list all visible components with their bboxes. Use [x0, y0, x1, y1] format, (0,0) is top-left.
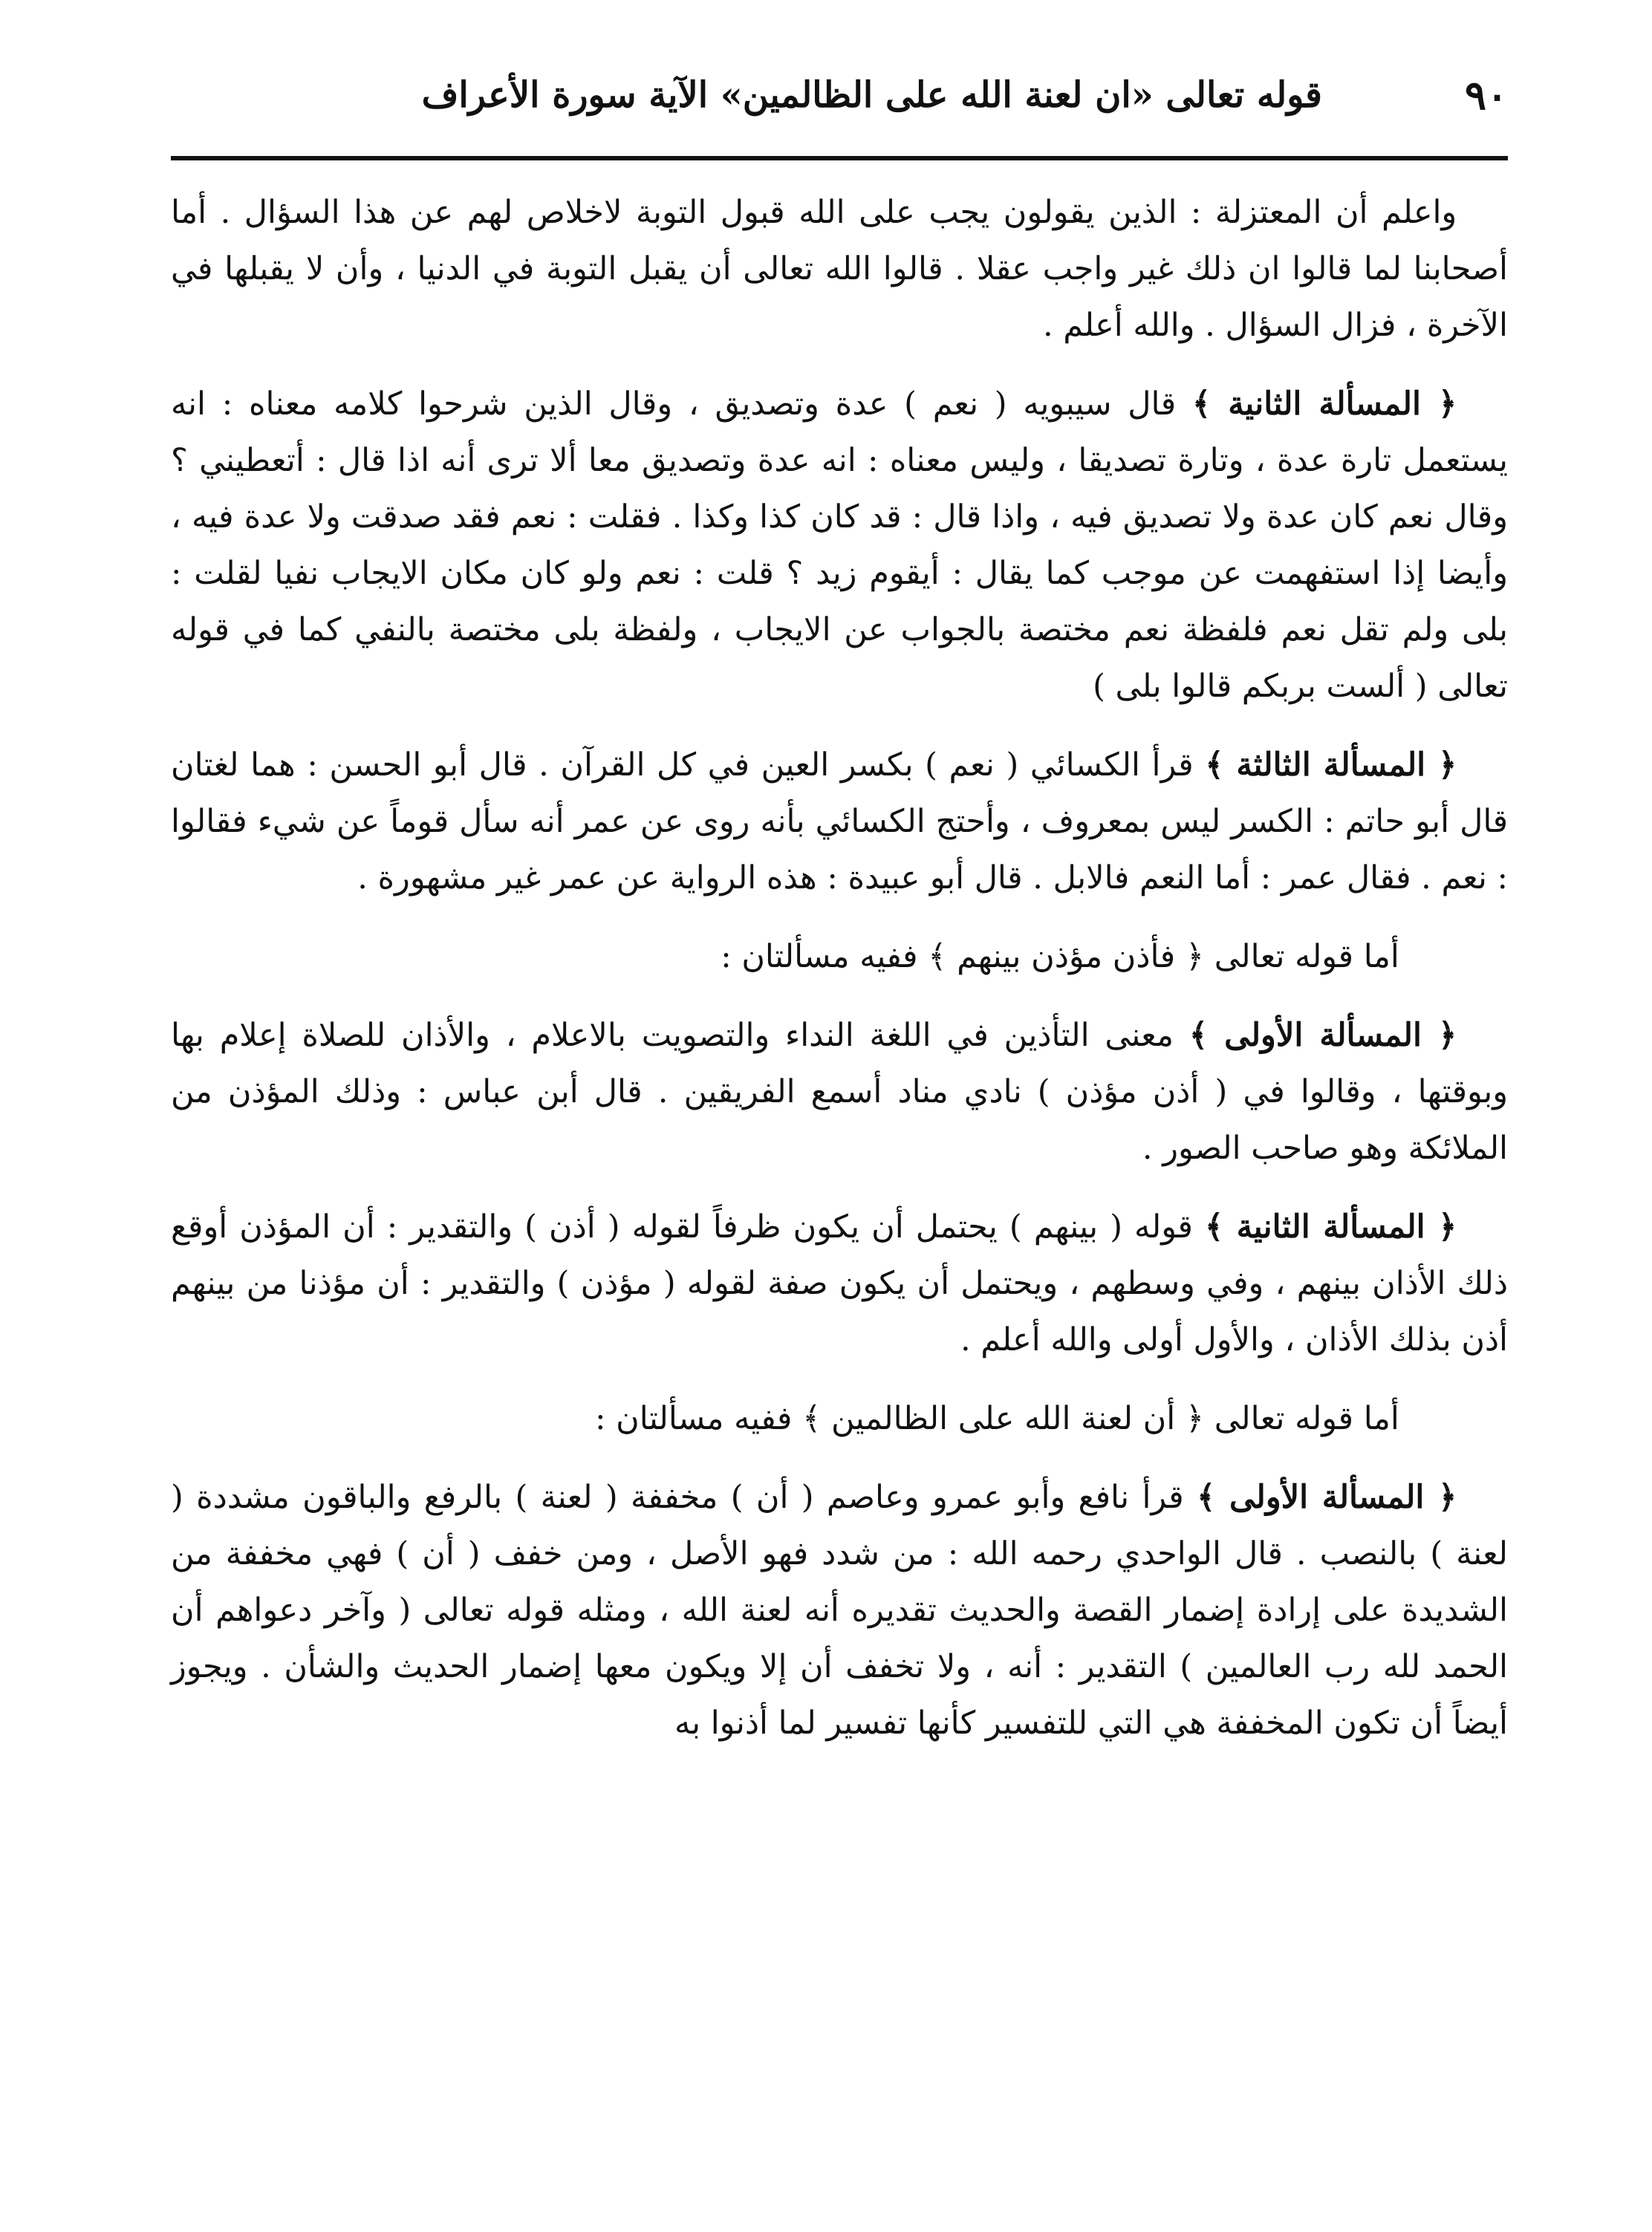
- paragraph-issue-3-naim: [171, 737, 1508, 906]
- paragraph-text: قرأ نافع وأبو عمرو وعاصم ( أن ) مخففة ( لعنة ) بالرفع والباقون مشددة ( لعنة ) بالنصب . قال الواحدي رحمه الله : من شدد فهو الأصل ، ومن خفف ( أن ) فهي مخففة من الشديدة على إرادة إضمار القصة والحديث تقديره أنه لعنة الله ، ومثله قوله تعالى ( وآخر دعواهم أن الحمد لله رب العالمين ) التقدير : أنه ، ولا تخفف أن إلا ويكون معها إضمار الحديث والشأن . ويجوز أيضاً أن تكون المخففة هي التي للتفسير كأنها تفسير لما أذنوا به: [171, 1479, 1508, 1742]
- paragraph-text: قرأ الكسائي ( نعم ) بكسر العين في كل القرآن . قال أبو الحسن : هما لغتان قال أبو حاتم : الكسر ليس بمعروف ، وأحتج الكسائي بأنه روى عن عمر أنه سأل قوماً عن شيء فقالوا : نعم . فقال عمر : أما النعم فالابل . قال أبو عبيدة : هذه الرواية عن عمر غير مشهورة .: [171, 746, 1508, 897]
- section-intro-lanah: أما قوله تعالى ﴿ أن لعنة الله على الظالمين ﴾ ففيه مسألتان :: [595, 1400, 1399, 1437]
- page-number: ٩٠: [1464, 71, 1508, 119]
- section-intro-adhana: أما قوله تعالى ﴿ فأذن مؤذن بينهم ﴾ ففيه مسألتان :: [721, 938, 1399, 975]
- paragraph-issue-2-baynahum: [171, 1199, 1508, 1368]
- paragraph-text: واعلم أن المعتزلة : الذين يقولون يجب على الله قبول التوبة لاخلاص لهم عن هذا السؤال . أما أصحابنا لما قالوا ان ذلك غير واجب عقلا . قالوا الله تعالى أن يقبل التوبة في الدنيا ، وأن لا يقبلها في الآخرة ، فزال السؤال . والله أعلم .: [171, 194, 1508, 344]
- issue-heading: ﴿ المسألة الأولى ﴾: [1197, 1479, 1457, 1516]
- paragraph-text: قوله ( بينهم ) يحتمل أن يكون ظرفاً لقوله ( أذن ) والتقدير : أن المؤذن أوقع ذلك الأذان بينهم ، وفي وسطهم ، ويحتمل أن يكون صفة لقوله ( مؤذن ) والتقدير : أن مؤذنا من بينهم أذن بذلك الأذان ، والأول أولى والله أعلم .: [171, 1208, 1508, 1359]
- issue-heading: ﴿ المسألة الثانية ﴾: [1191, 385, 1457, 423]
- paragraph-text: قال سيبويه ( نعم ) عدة وتصديق ، وقال الذين شرحوا كلامه معناه : انه يستعمل تارة عدة ، وتارة تصديقا ، وليس معناه : انه عدة وتصديق معا ألا ترى أنه اذا قال : أتعطيني ؟ وقال نعم كان عدة ولا تصديق فيه ، واذا قال : قد كان كذا وكذا . فقلت : نعم فقد صدقت ولا عدة فيه ، وأيضا إذا استفهمت عن موجب كما يقال : أيقوم زيد ؟ قلت : نعم ولو كان مكان الايجاب نفيا لقلت : بلى ولم تقل نعم فلفظة نعم مختصة بالجواب عن الايجاب ، ولفظة بلى مختصة بالنفي كما في قوله تعالى ( ألست بربكم قالوا بلى ): [171, 385, 1508, 705]
- paragraph-issue-1-tadhin: [171, 1007, 1508, 1177]
- issue-heading: ﴿ المسألة الثانية ﴾: [1205, 1208, 1457, 1246]
- header-rule: [171, 156, 1508, 160]
- page-body: [171, 184, 1508, 1751]
- paragraph-issue-2-naam: [171, 376, 1508, 715]
- paragraph-intro: [171, 184, 1508, 354]
- paragraph-text: معنى التأذين في اللغة النداء والتصويت بالاعلام ، والأذان للصلاة إعلام بها وبوقتها ، وقالوا في ( أذن مؤذن ) نادي مناد أسمع الفريقين . قال أبن عباس : وذلك المؤذن من الملائكة وهو صاحب الصور .: [171, 1017, 1509, 1167]
- paragraph-issue-1-qiraa: [171, 1469, 1508, 1751]
- running-title: قوله تعالى «ان لعنة الله على الظالمين» الآية سورة الأعراف: [421, 74, 1322, 116]
- page-header: [171, 59, 1508, 134]
- issue-heading: ﴿ المسألة الأولى ﴾: [1188, 1017, 1457, 1054]
- issue-heading: ﴿ المسألة الثالثة ﴾: [1205, 746, 1457, 784]
